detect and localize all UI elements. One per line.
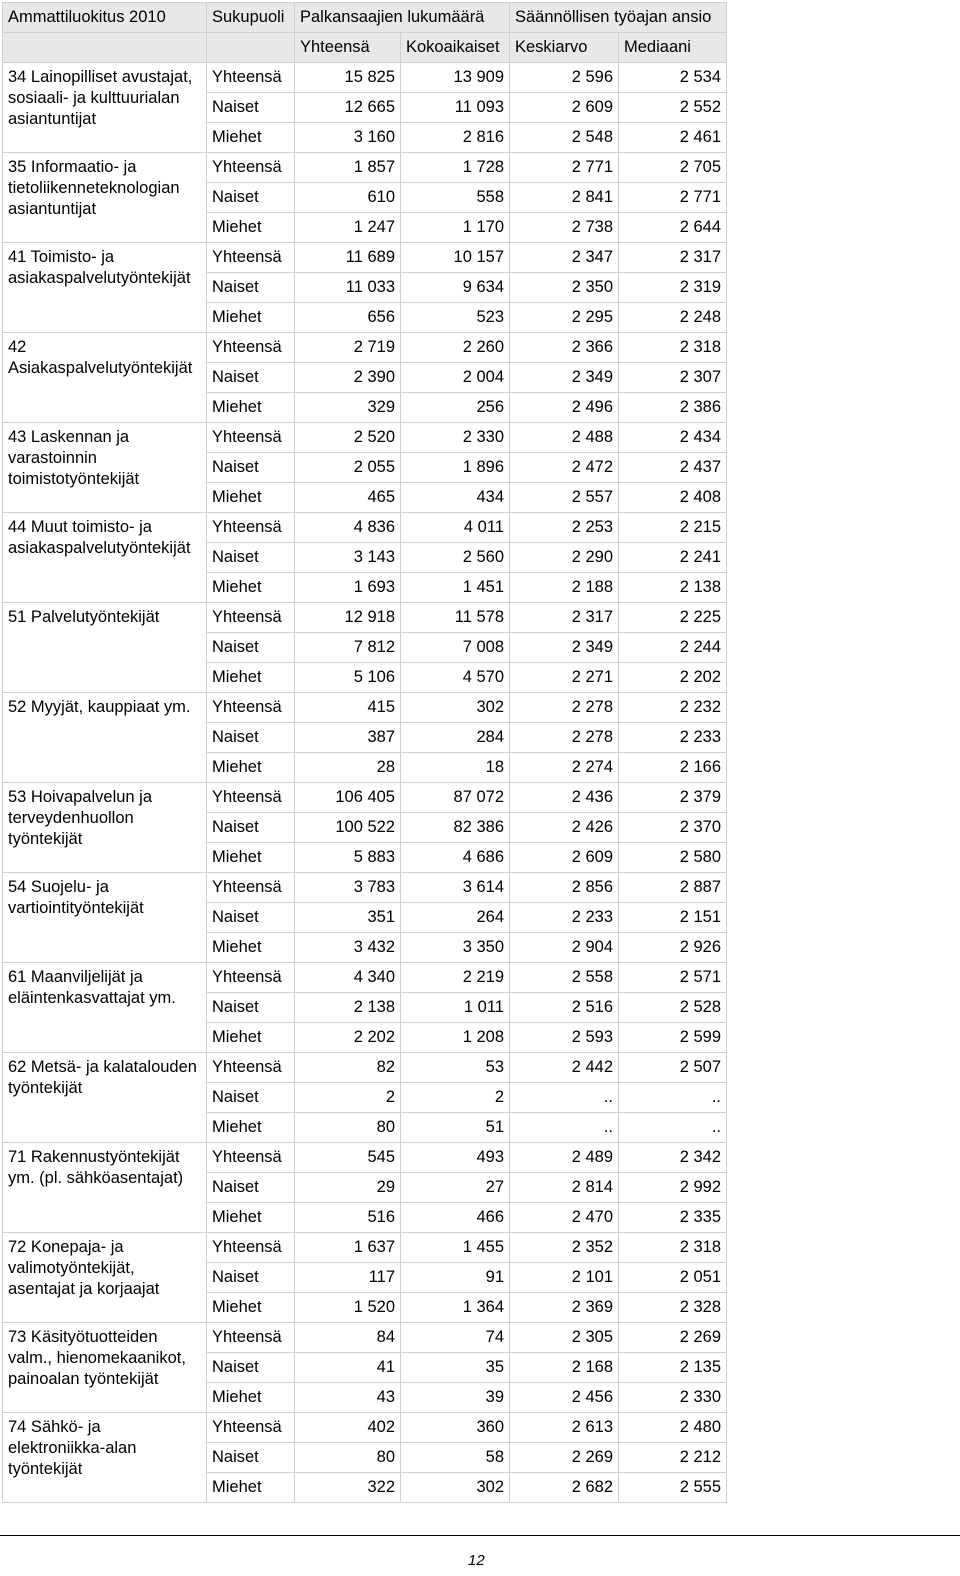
total-count-cell: 387 [295,723,401,753]
header-row-1 [3,3,727,33]
total-count-cell: 106 405 [295,783,401,813]
mean-earnings-cell: 2 613 [510,1413,619,1443]
total-count-cell: 43 [295,1383,401,1413]
mean-earnings-cell: 2 738 [510,213,619,243]
fulltime-count-cell: 51 [401,1113,510,1143]
median-earnings-cell: 2 225 [619,603,727,633]
median-earnings-cell: 2 318 [619,1233,727,1263]
median-earnings-cell: .. [619,1113,727,1143]
total-count-cell: 3 432 [295,933,401,963]
gender-cell: Yhteensä [207,63,295,93]
fulltime-count-cell: 2 [401,1083,510,1113]
median-earnings-cell: 2 555 [619,1473,727,1503]
mean-earnings-cell: 2 470 [510,1203,619,1233]
mean-earnings-cell: 2 305 [510,1323,619,1353]
fulltime-count-cell: 91 [401,1263,510,1293]
median-earnings-cell: 2 580 [619,843,727,873]
fulltime-count-cell: 1 896 [401,453,510,483]
median-earnings-cell: 2 926 [619,933,727,963]
footer-divider [0,1535,960,1536]
gender-cell: Yhteensä [207,783,295,813]
median-earnings-cell: 2 507 [619,1053,727,1083]
fulltime-count-cell: 2 816 [401,123,510,153]
fulltime-count-cell: 1 728 [401,153,510,183]
fulltime-count-cell: 13 909 [401,63,510,93]
fulltime-count-cell: 4 011 [401,513,510,543]
fulltime-count-cell: 302 [401,1473,510,1503]
gender-cell: Yhteensä [207,1323,295,1353]
total-count-cell: 12 918 [295,603,401,633]
mean-earnings-cell: 2 269 [510,1443,619,1473]
gender-cell: Naiset [207,903,295,933]
occupation-group-cell: 42 Asiakaspalvelutyöntekijät [3,333,207,423]
median-earnings-cell: 2 202 [619,663,727,693]
mean-earnings-cell: 2 369 [510,1293,619,1323]
fulltime-count-cell: 1 455 [401,1233,510,1263]
total-count-cell: 3 160 [295,123,401,153]
gender-cell: Yhteensä [207,963,295,993]
mean-earnings-cell: 2 274 [510,753,619,783]
median-earnings-cell: 2 335 [619,1203,727,1233]
mean-earnings-cell: 2 558 [510,963,619,993]
median-earnings-cell: 2 437 [619,453,727,483]
fulltime-count-cell: 2 260 [401,333,510,363]
fulltime-count-cell: 466 [401,1203,510,1233]
fulltime-count-cell: 4 570 [401,663,510,693]
median-earnings-cell: 2 528 [619,993,727,1023]
total-count-cell: 402 [295,1413,401,1443]
gender-cell: Naiset [207,1083,295,1113]
mean-earnings-cell: 2 771 [510,153,619,183]
gender-cell: Miehet [207,123,295,153]
wage-statistics-table [2,2,727,1503]
gender-cell: Naiset [207,1353,295,1383]
total-count-cell: 465 [295,483,401,513]
total-count-cell: 2 202 [295,1023,401,1053]
gender-cell: Naiset [207,363,295,393]
occupation-group-cell: 43 Laskennan ja varastoinnin toimistotyöntekijät [3,423,207,513]
median-earnings-cell: 2 051 [619,1263,727,1293]
total-count-cell: 100 522 [295,813,401,843]
fulltime-count-cell: 2 330 [401,423,510,453]
median-earnings-cell: 2 138 [619,573,727,603]
total-count-cell: 351 [295,903,401,933]
median-earnings-cell: 2 241 [619,543,727,573]
employee-count-header: Palkansaajien lukumäärä [295,3,510,33]
mean-earnings-cell: 2 814 [510,1173,619,1203]
gender-cell: Miehet [207,663,295,693]
total-count-cell: 117 [295,1263,401,1293]
fulltime-count-cell: 256 [401,393,510,423]
total-count-cell: 11 033 [295,273,401,303]
occupation-group-cell: 71 Rakennustyöntekijät ym. (pl. sähköasentajat) [3,1143,207,1233]
fulltime-count-cell: 558 [401,183,510,213]
mean-earnings-cell: 2 841 [510,183,619,213]
mean-earnings-cell: 2 350 [510,273,619,303]
gender-cell: Naiset [207,93,295,123]
gender-cell: Miehet [207,1293,295,1323]
mean-earnings-cell: 2 317 [510,603,619,633]
fulltime-count-cell: 87 072 [401,783,510,813]
occupation-column-header: Ammattiluokitus 2010 [3,3,207,33]
mean-earnings-cell: 2 596 [510,63,619,93]
gender-cell: Yhteensä [207,513,295,543]
gender-cell: Miehet [207,213,295,243]
median-earnings-cell: 2 318 [619,333,727,363]
gender-cell: Miehet [207,573,295,603]
total-count-cell: 80 [295,1443,401,1473]
total-count-cell: 3 783 [295,873,401,903]
total-count-cell: 80 [295,1113,401,1143]
occupation-group-cell: 53 Hoivapalvelun ja terveydenhuollon työntekijät [3,783,207,873]
gender-cell: Naiset [207,633,295,663]
gender-cell: Yhteensä [207,1413,295,1443]
table-row [3,333,727,363]
total-count-cell: 2 719 [295,333,401,363]
occupation-group-cell: 51 Palvelutyöntekijät [3,603,207,693]
median-earnings-cell: 2 166 [619,753,727,783]
fulltime-count-cell: 2 560 [401,543,510,573]
mean-earnings-cell: 2 609 [510,93,619,123]
total-count-cell: 322 [295,1473,401,1503]
mean-earnings-cell: 2 366 [510,333,619,363]
gender-cell: Yhteensä [207,243,295,273]
total-count-cell: 1 693 [295,573,401,603]
median-earnings-cell: 2 370 [619,813,727,843]
fulltime-count-cell: 2 219 [401,963,510,993]
total-count-cell: 1 857 [295,153,401,183]
total-count-cell: 656 [295,303,401,333]
fulltime-count-cell: 82 386 [401,813,510,843]
total-count-cell: 3 143 [295,543,401,573]
table-row [3,423,727,453]
total-count-cell: 2 [295,1083,401,1113]
mean-earnings-cell: 2 456 [510,1383,619,1413]
mean-earnings-cell: 2 904 [510,933,619,963]
table-row [3,693,727,723]
table-row [3,1323,727,1353]
total-count-cell: 29 [295,1173,401,1203]
occupation-group-cell: 74 Sähkö- ja elektroniikka-alan työntekijät [3,1413,207,1503]
gender-cell: Yhteensä [207,1233,295,1263]
fulltime-count-cell: 27 [401,1173,510,1203]
total-count-cell: 516 [295,1203,401,1233]
median-earnings-cell: 2 212 [619,1443,727,1473]
occupation-group-cell: 62 Metsä- ja kalatalouden työntekijät [3,1053,207,1143]
table-row [3,873,727,903]
mean-earnings-cell: 2 233 [510,903,619,933]
fulltime-count-cell: 4 686 [401,843,510,873]
mean-earnings-cell: 2 442 [510,1053,619,1083]
fulltime-count-header: Kokoaikaiset [401,33,510,63]
median-earnings-cell: 2 215 [619,513,727,543]
fulltime-count-cell: 264 [401,903,510,933]
occupation-group-cell: 52 Myyjät, kauppiaat ym. [3,693,207,783]
table-row [3,963,727,993]
gender-cell: Naiset [207,1173,295,1203]
mean-earnings-cell: 2 101 [510,1263,619,1293]
gender-cell: Miehet [207,1023,295,1053]
total-count-cell: 11 689 [295,243,401,273]
fulltime-count-cell: 58 [401,1443,510,1473]
total-count-cell: 1 520 [295,1293,401,1323]
total-count-cell: 1 247 [295,213,401,243]
table-row [3,243,727,273]
mean-earnings-cell: 2 488 [510,423,619,453]
gender-cell: Naiset [207,1263,295,1293]
gender-cell: Yhteensä [207,693,295,723]
gender-column-header: Sukupuoli [207,3,295,33]
table-row [3,63,727,93]
gender-cell: Miehet [207,933,295,963]
header-blank-cell [3,33,207,63]
header-blank-cell [207,33,295,63]
table-row [3,783,727,813]
median-earnings-cell: 2 135 [619,1353,727,1383]
mean-earnings-cell: 2 426 [510,813,619,843]
fulltime-count-cell: 360 [401,1413,510,1443]
mean-earnings-cell: 2 496 [510,393,619,423]
mean-earnings-cell: 2 349 [510,633,619,663]
median-earnings-cell: 2 461 [619,123,727,153]
fulltime-count-cell: 434 [401,483,510,513]
fulltime-count-cell: 1 170 [401,213,510,243]
median-earnings-cell: 2 992 [619,1173,727,1203]
total-count-cell: 12 665 [295,93,401,123]
mean-earnings-cell: 2 472 [510,453,619,483]
median-earnings-cell: 2 233 [619,723,727,753]
occupation-group-cell: 41 Toimisto- ja asiakaspalvelutyöntekijät [3,243,207,333]
gender-cell: Yhteensä [207,153,295,183]
mean-earnings-cell: 2 352 [510,1233,619,1263]
gender-cell: Yhteensä [207,873,295,903]
table-row [3,1233,727,1263]
gender-cell: Yhteensä [207,423,295,453]
table-row [3,153,727,183]
gender-cell: Miehet [207,843,295,873]
median-earnings-cell: 2 644 [619,213,727,243]
gender-cell: Naiset [207,273,295,303]
gender-cell: Miehet [207,753,295,783]
fulltime-count-cell: 11 578 [401,603,510,633]
total-count-cell: 2 390 [295,363,401,393]
mean-earnings-cell: .. [510,1113,619,1143]
gender-cell: Yhteensä [207,1053,295,1083]
mean-earnings-cell: 2 290 [510,543,619,573]
total-count-header: Yhteensä [295,33,401,63]
mean-earnings-cell: 2 278 [510,723,619,753]
mean-earnings-cell: 2 557 [510,483,619,513]
fulltime-count-cell: 11 093 [401,93,510,123]
occupation-group-cell: 72 Konepaja- ja valimotyöntekijät, asentajat ja korjaajat [3,1233,207,1323]
median-earnings-cell: 2 887 [619,873,727,903]
mean-earnings-cell: 2 436 [510,783,619,813]
total-count-cell: 41 [295,1353,401,1383]
gender-cell: Miehet [207,1473,295,1503]
median-earnings-cell: 2 480 [619,1413,727,1443]
table-row [3,513,727,543]
header-row-2 [3,33,727,63]
median-earnings-cell: 2 379 [619,783,727,813]
table-body [3,3,727,1503]
gender-cell: Naiset [207,453,295,483]
gender-cell: Naiset [207,993,295,1023]
fulltime-count-cell: 1 364 [401,1293,510,1323]
median-earnings-cell: 2 571 [619,963,727,993]
median-earnings-cell: 2 342 [619,1143,727,1173]
median-earnings-cell: 2 269 [619,1323,727,1353]
total-count-cell: 5 883 [295,843,401,873]
table-row [3,1053,727,1083]
gender-cell: Naiset [207,813,295,843]
median-earnings-cell: .. [619,1083,727,1113]
median-earnings-cell: 2 330 [619,1383,727,1413]
total-count-cell: 2 520 [295,423,401,453]
gender-cell: Yhteensä [207,1143,295,1173]
mean-earnings-cell: 2 349 [510,363,619,393]
median-earnings-cell: 2 599 [619,1023,727,1053]
mean-earnings-cell: 2 489 [510,1143,619,1173]
fulltime-count-cell: 18 [401,753,510,783]
fulltime-count-cell: 3 350 [401,933,510,963]
fulltime-count-cell: 10 157 [401,243,510,273]
mean-earnings-cell: 2 253 [510,513,619,543]
gender-cell: Yhteensä [207,333,295,363]
total-count-cell: 2 055 [295,453,401,483]
gender-cell: Naiset [207,1443,295,1473]
mean-earnings-cell: 2 278 [510,693,619,723]
fulltime-count-cell: 35 [401,1353,510,1383]
fulltime-count-cell: 302 [401,693,510,723]
gender-cell: Naiset [207,543,295,573]
median-earnings-cell: 2 151 [619,903,727,933]
mean-earnings-cell: 2 168 [510,1353,619,1383]
median-earnings-cell: 2 771 [619,183,727,213]
median-earnings-cell: 2 328 [619,1293,727,1323]
total-count-cell: 610 [295,183,401,213]
gender-cell: Miehet [207,1203,295,1233]
occupation-group-cell: 44 Muut toimisto- ja asiakaspalvelutyöntekijät [3,513,207,603]
median-earnings-cell: 2 317 [619,243,727,273]
total-count-cell: 329 [295,393,401,423]
median-earnings-cell: 2 307 [619,363,727,393]
total-count-cell: 415 [295,693,401,723]
total-count-cell: 82 [295,1053,401,1083]
fulltime-count-cell: 74 [401,1323,510,1353]
occupation-group-cell: 54 Suojelu- ja vartiointityöntekijät [3,873,207,963]
total-count-cell: 7 812 [295,633,401,663]
gender-cell: Miehet [207,303,295,333]
median-earnings-cell: 2 244 [619,633,727,663]
page-number: 12 [468,1552,485,1569]
table-row [3,1143,727,1173]
fulltime-count-cell: 3 614 [401,873,510,903]
gender-cell: Miehet [207,393,295,423]
median-earnings-cell: 2 705 [619,153,727,183]
occupation-group-cell: 61 Maanviljelijät ja eläintenkasvattajat ym. [3,963,207,1053]
gender-cell: Yhteensä [207,603,295,633]
median-earnings-cell: 2 552 [619,93,727,123]
mean-earnings-cell: 2 856 [510,873,619,903]
mean-earnings-header: Keskiarvo [510,33,619,63]
mean-earnings-cell: 2 516 [510,993,619,1023]
mean-earnings-cell: 2 548 [510,123,619,153]
fulltime-count-cell: 1 451 [401,573,510,603]
mean-earnings-cell: .. [510,1083,619,1113]
fulltime-count-cell: 53 [401,1053,510,1083]
median-earnings-header: Mediaani [619,33,727,63]
total-count-cell: 5 106 [295,663,401,693]
total-count-cell: 15 825 [295,63,401,93]
median-earnings-cell: 2 319 [619,273,727,303]
fulltime-count-cell: 2 004 [401,363,510,393]
median-earnings-cell: 2 386 [619,393,727,423]
fulltime-count-cell: 493 [401,1143,510,1173]
total-count-cell: 28 [295,753,401,783]
mean-earnings-cell: 2 271 [510,663,619,693]
fulltime-count-cell: 9 634 [401,273,510,303]
regular-earnings-header: Säännöllisen työajan ansio [510,3,727,33]
mean-earnings-cell: 2 593 [510,1023,619,1053]
fulltime-count-cell: 523 [401,303,510,333]
gender-cell: Miehet [207,483,295,513]
occupation-group-cell: 73 Käsityötuotteiden valm., hienomekaanikot, painoalan työntekijät [3,1323,207,1413]
table-row [3,603,727,633]
median-earnings-cell: 2 434 [619,423,727,453]
total-count-cell: 84 [295,1323,401,1353]
fulltime-count-cell: 39 [401,1383,510,1413]
mean-earnings-cell: 2 347 [510,243,619,273]
median-earnings-cell: 2 232 [619,693,727,723]
total-count-cell: 2 138 [295,993,401,1023]
mean-earnings-cell: 2 609 [510,843,619,873]
total-count-cell: 4 836 [295,513,401,543]
gender-cell: Miehet [207,1113,295,1143]
mean-earnings-cell: 2 188 [510,573,619,603]
gender-cell: Miehet [207,1383,295,1413]
fulltime-count-cell: 284 [401,723,510,753]
gender-cell: Naiset [207,183,295,213]
median-earnings-cell: 2 408 [619,483,727,513]
mean-earnings-cell: 2 295 [510,303,619,333]
occupation-group-cell: 34 Lainopilliset avustajat, sosiaali- ja kulttuurialan asiantuntijat [3,63,207,153]
fulltime-count-cell: 1 208 [401,1023,510,1053]
total-count-cell: 1 637 [295,1233,401,1263]
fulltime-count-cell: 7 008 [401,633,510,663]
median-earnings-cell: 2 248 [619,303,727,333]
table-row [3,1413,727,1443]
occupation-group-cell: 35 Informaatio- ja tietoliikenneteknologian asiantuntijat [3,153,207,243]
fulltime-count-cell: 1 011 [401,993,510,1023]
median-earnings-cell: 2 534 [619,63,727,93]
gender-cell: Naiset [207,723,295,753]
total-count-cell: 4 340 [295,963,401,993]
total-count-cell: 545 [295,1143,401,1173]
mean-earnings-cell: 2 682 [510,1473,619,1503]
